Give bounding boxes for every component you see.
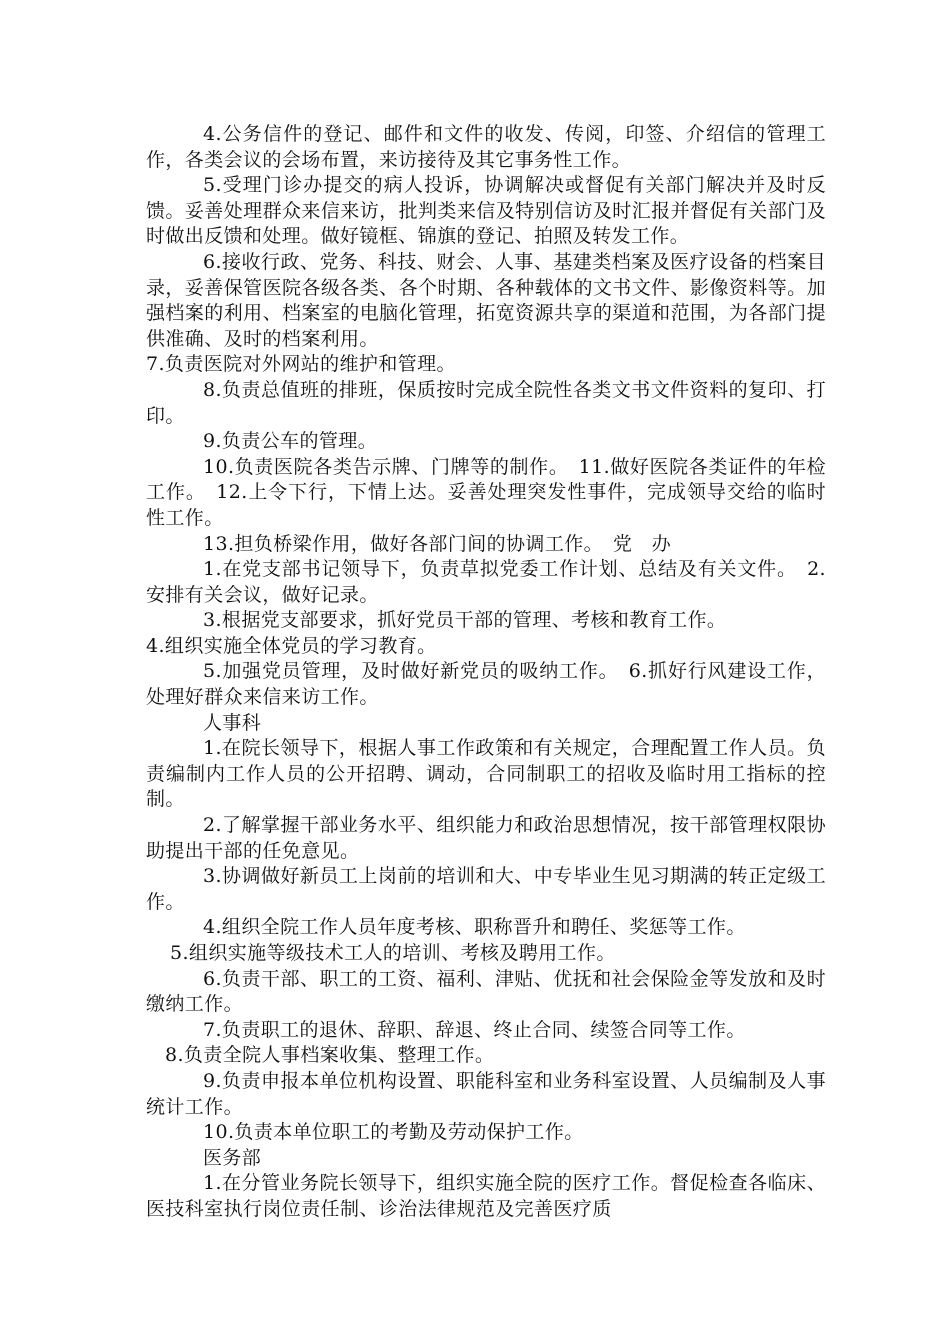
document-body: [146, 122, 826, 1223]
paragraph: 3.协调做好新员工上岗前的培训和大、中专毕业生见习期满的转正定级工作。: [146, 865, 826, 913]
paragraph: 7.负责职工的退休、辞职、辞退、终止合同、续签合同等工作。: [203, 1018, 746, 1041]
paragraph: 3.根据党支部要求，抓好党员干部的管理、考核和教育工作。: [203, 609, 727, 632]
paragraph: 1.在院长领导下，根据人事工作政策和有关规定，合理配置工作人员。负责编制内工作人员的公开招聘、调动，合同制职工的招收及临时用工指标的控制。: [146, 737, 826, 811]
paragraph: 2.了解掌握干部业务水平、组织能力和政治思想情况，按干部管理权限协助提出干部的任免意见。: [146, 814, 826, 862]
paragraph: 9.负责公车的管理。: [203, 430, 378, 453]
paragraph: 8.负责总值班的排班，保质按时完成全院性各类文书文件资料的复印、打印。: [146, 378, 826, 427]
paragraph: 5.组织实施等级技术工人的培训、考核及聘用工作。: [170, 942, 616, 964]
paragraph: 5.受理门诊办提交的病人投诉，协调解决或督促有关部门解决并及时反馈。妥善处理群众来信来访，批判类来信及特别信访及时汇报并督促有关部门及时做出反馈和处理。做好镜框、锦旗的登记、拍照及转发工作。: [146, 174, 826, 248]
paragraph: 8.负责全院人事档案收集、整理工作。: [165, 1044, 495, 1067]
paragraph: 4.组织实施全体党员的学习教育。: [146, 634, 437, 657]
paragraph: 1.在党支部书记领导下，负责草拟党委工作计划、总结及有关文件。 2.安排有关会议，做好记录。: [146, 558, 826, 606]
paragraph: 9.负责申报本单位机构设置、职能科室和业务科室设置、人员编制及人事统计工作。: [146, 1069, 826, 1118]
paragraph: 6.负责干部、职工的工资、福利、津贴、优抚和社会保险金等发放和及时缴纳工作。: [146, 967, 826, 1016]
paragraph: 10.负责医院各类告示牌、门牌等的制作。 11.做好医院各类证件的年检工作。 12.上令下行，下情上达。妥善处理突发性事件，完成领导交给的临时性工作。: [146, 455, 826, 529]
paragraph: 4.组织全院工作人员年度考核、职称晋升和聘任、奖惩等工作。: [203, 916, 746, 939]
paragraph: 5.加强党员管理，及时做好新党员的吸纳工作。 6.抓好行风建设工作，处理好群众来信来访工作。: [146, 660, 826, 709]
paragraph: 4.公务信件的登记、邮件和文件的收发、传阅，印签、介绍信的管理工作，各类会议的会场布置，来访接待及其它事务性工作。: [146, 123, 826, 171]
paragraph: 6.接收行政、党务、科技、财会、人事、基建类档案及医疗设备的档案目录，妥善保管医院各级各类、各个时期、各种载体的文书文件、影像资料等。加强档案的利用、档案室的电脑化管理，拓宽资源共享的渠道和范围，为各部门提供准确、及时的档案利用。: [146, 250, 826, 350]
paragraph: 1.在分管业务院长领导下，组织实施全院的医疗工作。督促检查各临床、医技科室执行岗位责任制、诊治法律规范及完善医疗质: [146, 1172, 826, 1220]
section-heading: 医务部: [203, 1146, 262, 1169]
paragraph: 7.负责医院对外网站的维护和管理。: [146, 353, 456, 376]
paragraph: 13.担负桥梁作用，做好各部门间的协调工作。 党 办: [203, 532, 672, 555]
paragraph: 10.负责本单位职工的考勤及劳动保护工作。: [203, 1121, 584, 1144]
section-heading: 人事科: [203, 711, 262, 734]
